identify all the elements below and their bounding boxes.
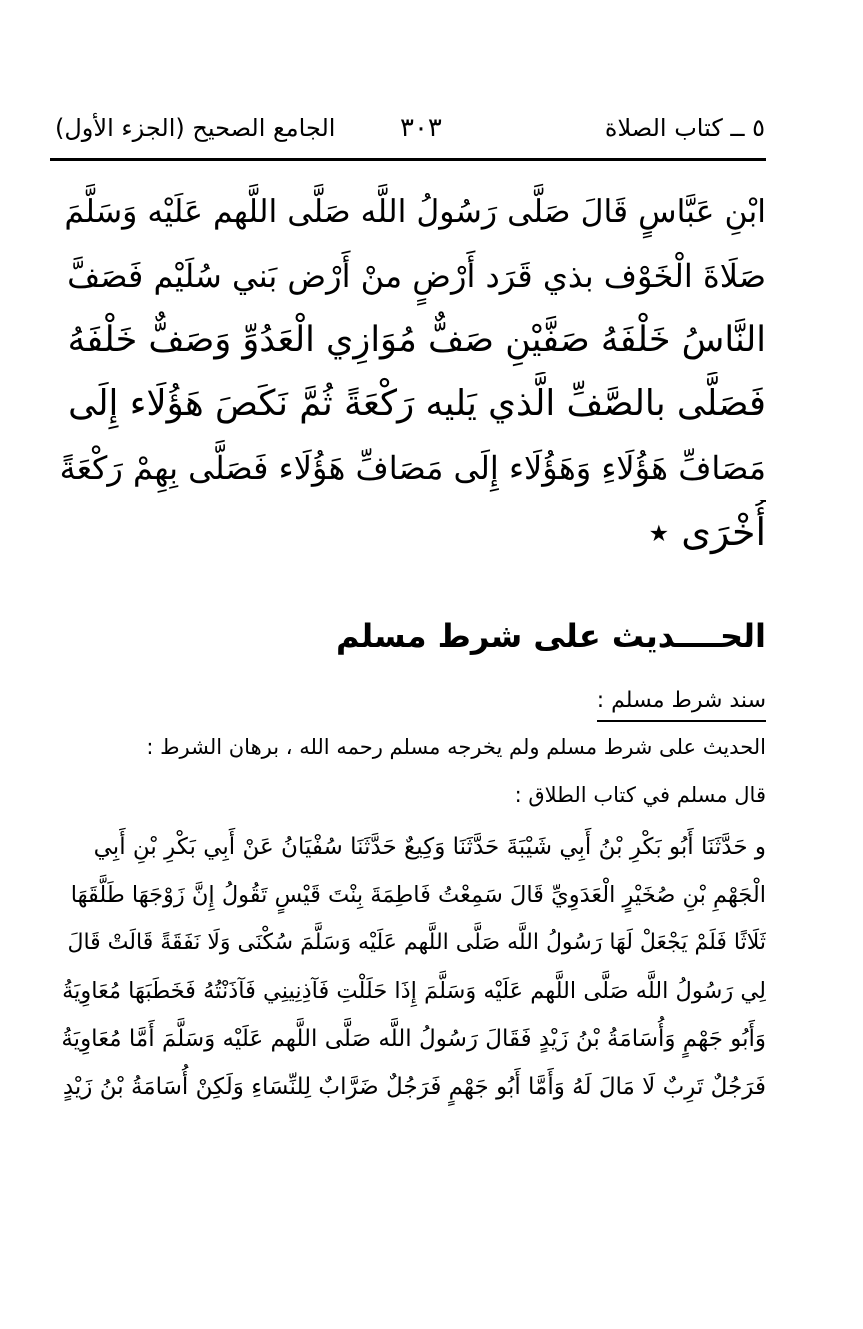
sanad-label: سند شرط مسلم : [597,684,766,722]
hadith-line: أُخْرَى ٭ [648,510,766,554]
muslim-narration [60,823,766,1111]
book-title: الجامع الصحيح (الجزء الأول) [55,114,336,142]
page-number: ٣٠٣ [400,113,442,143]
narration-line: وَأَبُو جَهْمٍ وَأُسَامَةُ بْنُ زَيْدٍ فَقَالَ رَسُولُ اللَّه صَلَّى اللَّهم عَلَيْه وَسَلَّمَ أَمَّا مُعَاوِيَةُ [61,1026,766,1052]
condition-note: الحديث على شرط مسلم ولم يخرجه مسلم رحمه الله ، برهان الشرط : [146,735,766,759]
hadith-line: فَصَلَّى بالصَّفِّ الَّذي يَليه رَكْعَةً ثُمَّ نَكَصَ هَؤُلَاء إِلَى [68,383,766,424]
hadith-text [60,180,766,564]
header-rule [50,158,766,161]
hadith-line: ابْنِ عَبَّاسٍ قَالَ صَلَّى رَسُولُ اللَّه صَلَّى اللَّهم عَلَيْه وَسَلَّمَ [64,194,766,230]
narration-line: الْجَهْمِ بْنِ صُخَيْرٍ الْعَدَوِيِّ قَالَ سَمِعْتُ فَاطِمَةَ بِنْتَ قَيْسٍ تَقُولُ إِنَّ زَوْجَهَا طَلَّقَهَا [70,882,766,908]
narration-line: ثَلَاثًا فَلَمْ يَجْعَلْ لَهَا رَسُولُ اللَّه صَلَّى اللَّهم عَلَيْه وَسَلَّمَ سُكْنَى وَلَا نَفَقَةً قَالَتْ قَالَ [67,930,766,955]
narration-line: فَرَجُلٌ تَرِبٌ لَا مَالَ لَهُ وَأَمَّا أَبُو جَهْمٍ فَرَجُلٌ ضَرَّابٌ لِلنِّسَاءِ وَلَكِنْ أُسَامَةُ بْنُ زَيْدٍ [62,1074,766,1100]
hadith-line: مَصَافِّ هَؤُلَاءِ وَهَؤُلَاء إِلَى مَصَافِّ هَؤُلَاء فَصَلَّى بِهِمْ رَكْعَةً [60,449,766,487]
narration-line: لِي رَسُولُ اللَّه صَلَّى اللَّهم عَلَيْه وَسَلَّمَ إِذَا حَلَلْتِ فَآذِنِينِي فَآذَنْتُهُ فَخَطَبَهَا مُعَاوِيَةُ [62,978,766,1004]
hadith-line: صَلَاةَ الْخَوْف بذي قَرَد أَرْضٍ منْ أَرْض بَني سُلَيْم فَصَفَّ [67,257,766,295]
narration-line: و حَدَّثَنَا أَبُو بَكْرِ بْنُ أَبِي شَيْبَةَ حَدَّثَنَا وَكِيعٌ حَدَّثَنَا سُفْيَانُ عَنْ أَبِي بَكْرِ بْنِ أَبِي [93,834,766,860]
hadith-line: النَّاسُ خَلْفَهُ صَفَّيْنِ صَفٌّ مُوَازِي الْعَدُوِّ وَصَفٌّ خَلْفَهُ [67,320,766,360]
source-note: قال مسلم في كتاب الطلاق : [514,783,766,807]
running-header [55,108,765,148]
section-heading: الحــــديث على شرط مسلم [335,617,766,655]
chapter-title: ٥ ــ كتاب الصلاة [604,114,765,142]
